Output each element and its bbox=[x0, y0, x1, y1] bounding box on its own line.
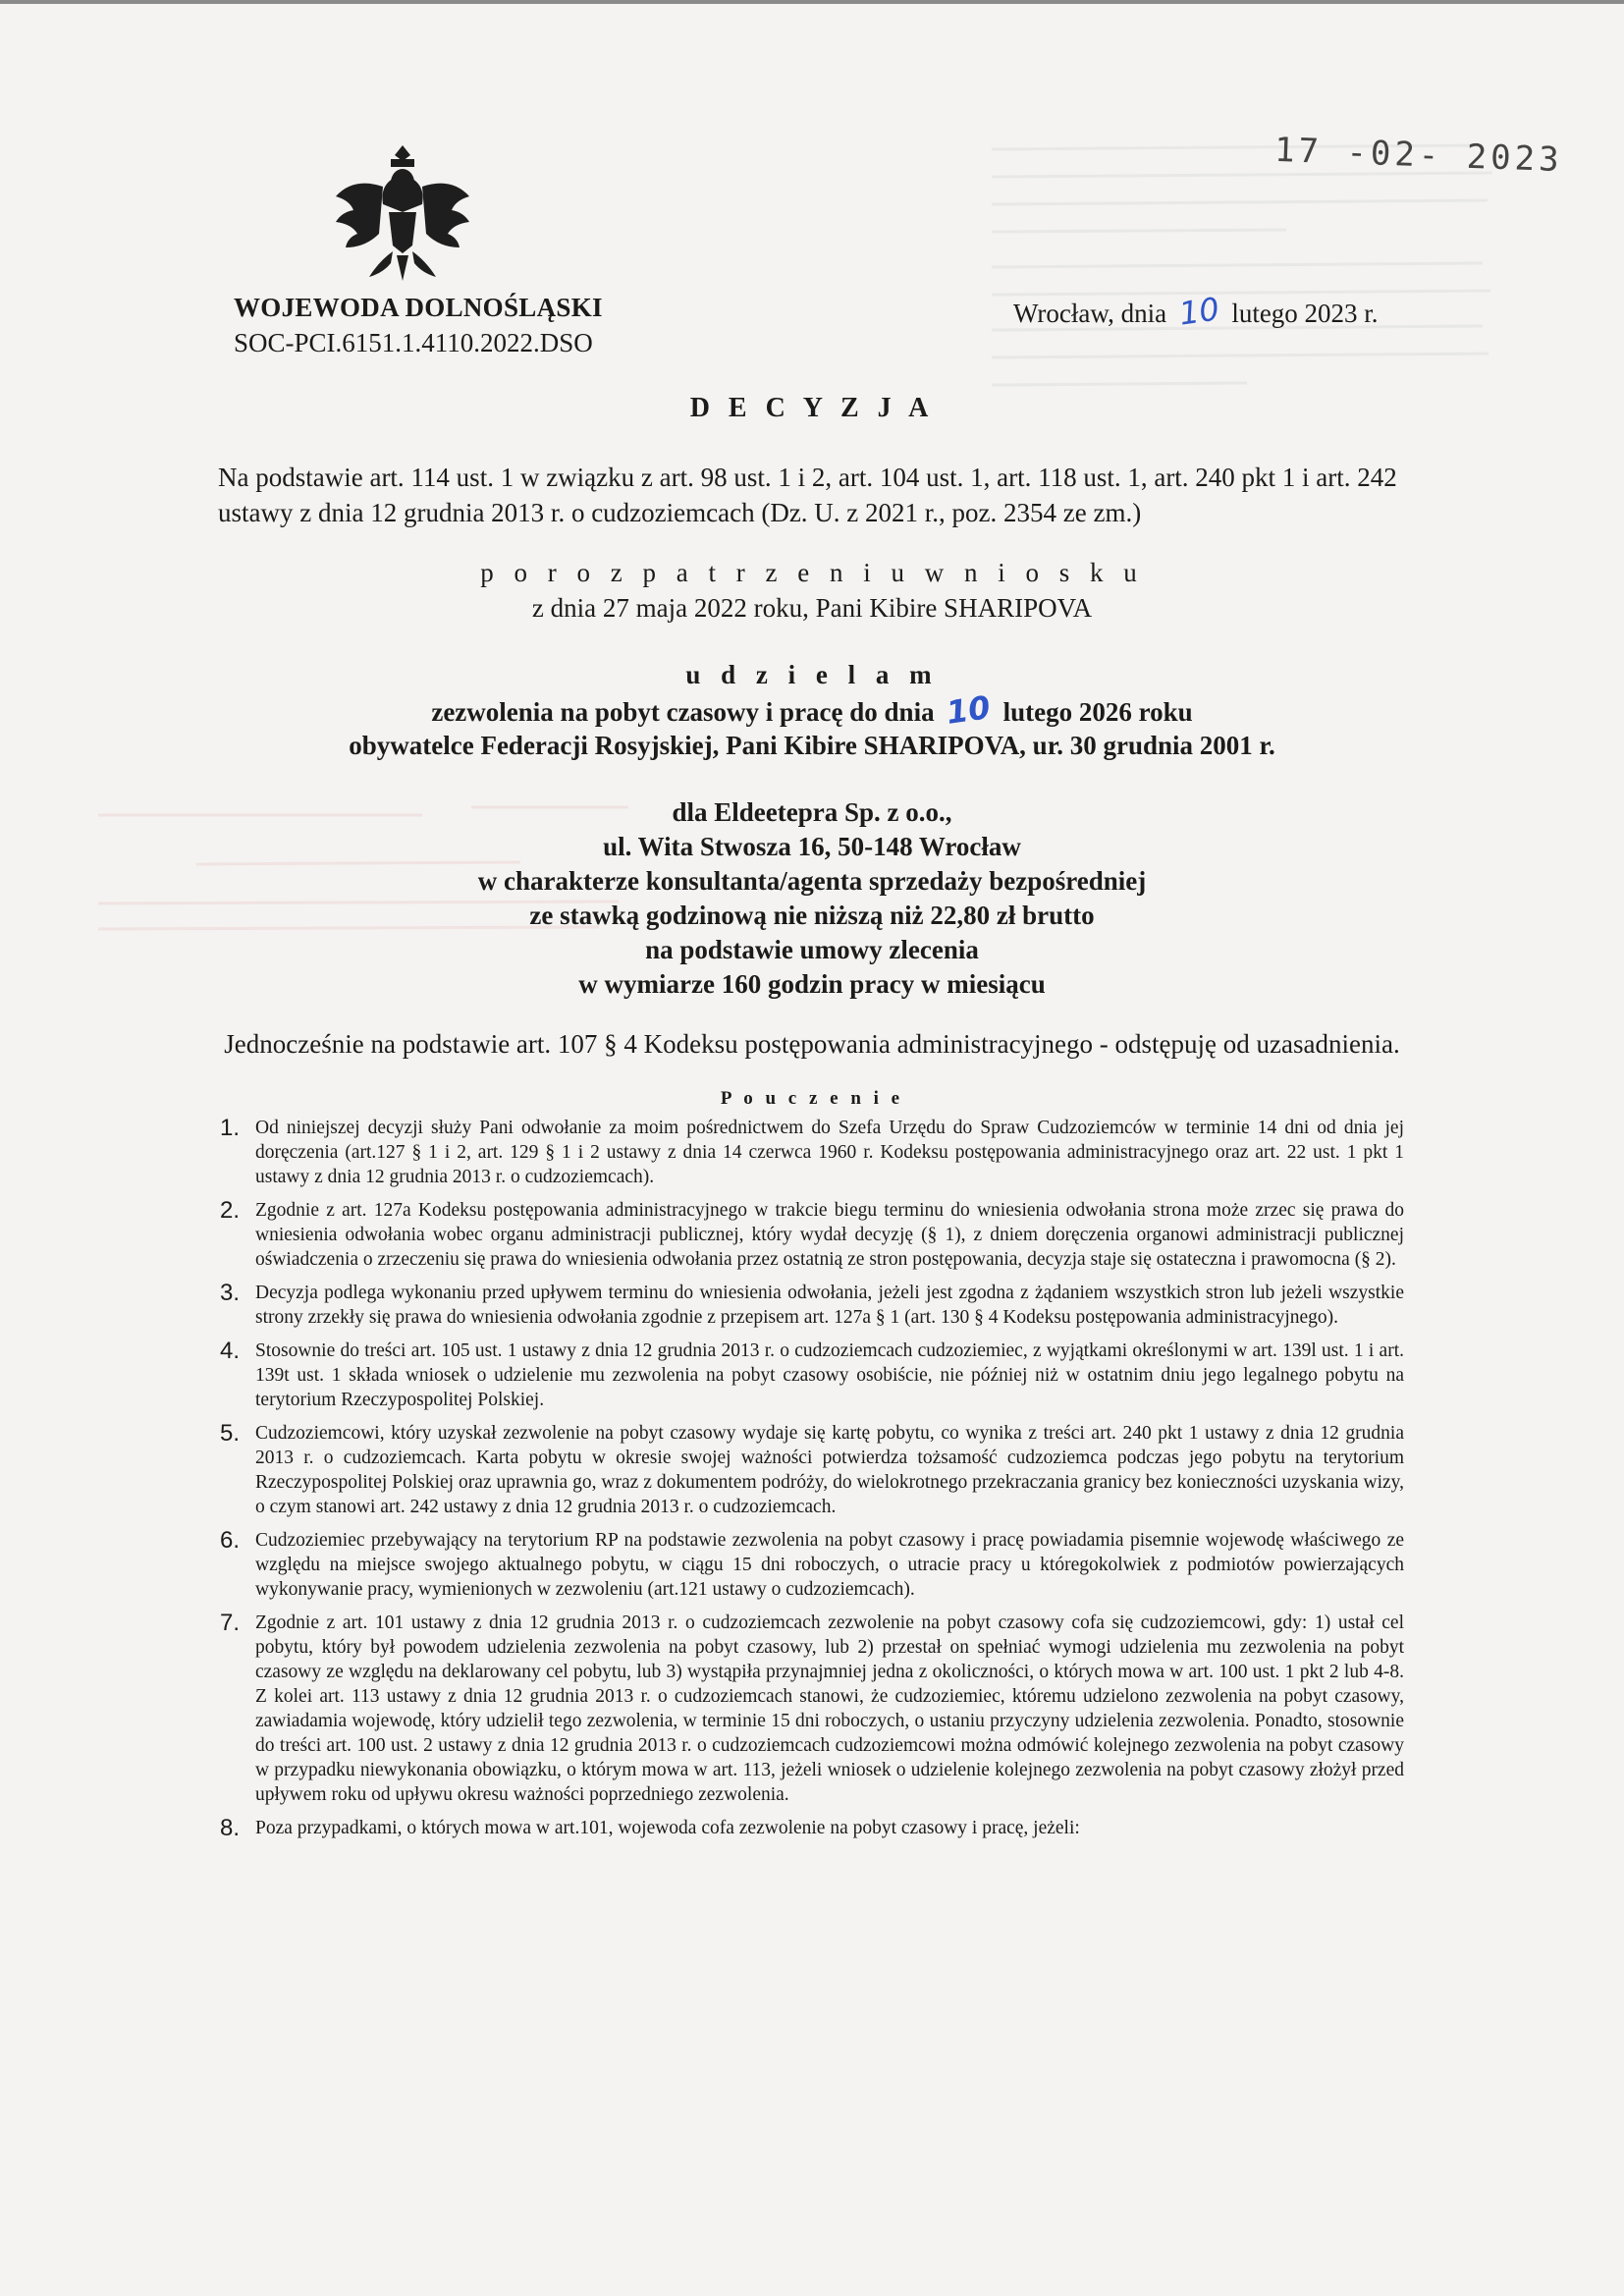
item-text: Decyzja podlega wykonaniu przed upływem terminu do wniesienia odwołania, jeżeli jest zgodna z żądaniem wszystkich stron lub jeżeli wszystkie strony zrzekły się prawa do wniesienia odwołania zgodnie z przepisem art. 127a § 1 (art. 130 § 4 Kodeksu postępowania administracyjnego). bbox=[255, 1283, 1404, 1328]
citizen-line: obywatelce Federacji Rosyjskiej, Pani Kibire SHARIPOVA, ur. 30 grudnia 2001 r. bbox=[349, 731, 1275, 760]
permit-suffix: lutego 2026 roku bbox=[1002, 697, 1193, 727]
received-date-stamp: 17 -02- 2023 bbox=[1273, 130, 1564, 181]
hours-line: w wymiarze 160 godzin pracy w miesiącu bbox=[578, 969, 1046, 999]
after-review-heading: p o r o z p a t r z e n i u w n i o s k u bbox=[480, 558, 1144, 587]
scan-edge bbox=[0, 0, 1624, 4]
handwritten-day: 10 bbox=[1176, 290, 1222, 333]
item-text: Cudzoziemiec przebywający na terytorium RP na podstawie zezwolenia na pobyt czasowy i pracę powiadamia pisemnie wojewodę właściwego ze względu na miejsce swojego aktualnego pobytu, w ciągu 15 dni roboczych, o utracie pracy u któregokolwiek z podmiotów powierzających wykonywanie pracy, wymienionych w zezwoleniu (art.121 ustawy o cudzoziemcach). bbox=[255, 1530, 1404, 1600]
eagle-emblem bbox=[324, 136, 481, 293]
list-item bbox=[219, 1197, 1404, 1272]
employer-address: ul. Wita Stwosza 16, 50-148 Wrocław bbox=[603, 832, 1021, 861]
bleed-lines bbox=[992, 137, 1502, 432]
bleed-through bbox=[992, 137, 1502, 432]
item-number: 1. bbox=[219, 1115, 240, 1141]
item-number: 6. bbox=[219, 1527, 240, 1554]
wage-line: ze stawką godzinową nie niższą niż 22,80 zł brutto bbox=[529, 901, 1095, 930]
list-item bbox=[219, 1338, 1404, 1412]
place-date-prefix: Wrocław, dnia bbox=[1013, 299, 1167, 328]
decision-title: D E C Y Z J A bbox=[689, 393, 935, 423]
item-number: 2. bbox=[219, 1197, 240, 1224]
employer-line: dla Eldeetepra Sp. z o.o., bbox=[672, 797, 952, 827]
list-item bbox=[219, 1420, 1404, 1519]
item-text: Zgodnie z art. 101 ustawy z dnia 12 grudnia 2013 r. o cudzoziemcach zezwolenie na pobyt czasowy cofa się cudzoziemcowi, gdy: 1) ustał cel pobytu, który był powodem udzielenia zezwolenia na pobyt czasowy, lub 2) przestał on spełniać wymogi udzielenia mu zezwolenia na pobyt czasowy ze względu na deklarowany cel pobytu, lub 3) wystąpiła przynajmniej jedna z okoliczności, o których mowa w art. 100 ust. 1 pkt 2 lub 4-8. Z kolei art. 113 ustawy z dnia 12 grudnia 2013 r. o cudzoziemcach stanowi, że cudzoziemiec, któremu udzielono zezwolenia na pobyt czasowy, zawiadamia wojewodę, który udzielił tego zezwolenia, w terminie 15 dni roboczych, o ustaniu przyczyny udzielenia zezwolenia. Ponadto, stosownie do treści art. 100 ust. 2 ustawy z dnia 12 grudnia 2013 r. o cudzoziemcach cudzoziemcowi można odmówić kolejnego zezwolenia na pobyt czasowy w przypadku niewykonania obowiązku, o którym mowa w art. 113, jeżeli wniosek o udzielenie kolejnego zezwolenia na pobyt czasowy złożył przed upływem roku od upływu okresu ważności poprzedniego zezwolenia. bbox=[255, 1613, 1404, 1805]
item-text: Cudzoziemcowi, który uzyskał zezwolenie na pobyt czasowy wydaje się kartę pobytu, co wynika z treści art. 240 pkt 1 ustawy z dnia 12 grudnia 2013 r. o cudzoziemcach. Karta pobytu w okresie swojej ważności potwierdza tożsamość cudzoziemca podczas jego pobytu na terytorium Rzeczypospolitej Polskiej oraz uprawnia go, wraz z dokumentem podróży, do wielokrotnego przekraczania granicy bez konieczności uzyskania wizy, o czym stanowi art. 242 ustawy z dnia 12 grudnia 2013 r. o cudzoziemcach. bbox=[255, 1423, 1404, 1517]
permit-prefix: zezwolenia na pobyt czasowy i pracę do dnia bbox=[431, 697, 935, 727]
issuing-office: WOJEWODA DOLNOŚLĄSKI bbox=[234, 293, 603, 322]
case-reference: SOC-PCI.6151.1.4110.2022.DSO bbox=[234, 328, 593, 357]
place-date-suffix: lutego 2023 r. bbox=[1231, 299, 1379, 328]
permit-handwritten-day: 10 bbox=[944, 688, 994, 732]
list-item bbox=[219, 1527, 1404, 1602]
job-role: w charakterze konsultanta/agenta sprzedaży bezpośredniej bbox=[477, 866, 1147, 896]
instruction-title: P o u c z e n i e bbox=[720, 1088, 904, 1109]
item-text: Poza przypadkami, o których mowa w art.101, wojewoda cofa zezwolenie na pobyt czasowy i pracę, jeżeli: bbox=[255, 1818, 1080, 1838]
place-and-date bbox=[1013, 290, 1379, 333]
item-number: 8. bbox=[219, 1815, 240, 1841]
item-text: Stosownie do treści art. 105 ust. 1 ustawy z dnia 12 grudnia 2013 r. o cudzoziemcach cudzoziemiec, z wyjątkami określonymi w art. 139l ust. 1 i art. 139t ust. 1 składa wniosek o udzielenie mu zezwolenia na pobyt czasowy osobiście, nie później niż w ostatnim dniu jego legalnego pobytu na terytorium Rzeczypospolitej Polskiej. bbox=[255, 1340, 1404, 1410]
permit-line bbox=[0, 688, 1624, 732]
item-text: Zgodnie z art. 127a Kodeksu postępowania administracyjnego w trakcie biegu terminu do wniesienia odwołania strona może zrzec się prawa do wniesienia odwołania wobec organu administracji publicznej, który wydał decyzję (§ 1), z dniem doręczenia organowi administracji publicznej oświadczenia o zrzeczeniu się prawa do wniesienia odwołania przez ostatnią ze stron postępowania, decyzja staje się ostateczna i prawomocna (§ 2). bbox=[255, 1200, 1404, 1270]
grant-heading: u d z i e l a m bbox=[685, 660, 939, 689]
justification-line: Jednocześnie na podstawie art. 107 § 4 Kodeksu postępowania administracyjnego - odstępuję od uzasadnienia. bbox=[224, 1029, 1400, 1059]
item-number: 5. bbox=[219, 1420, 240, 1447]
contract-line: na podstawie umowy zlecenia bbox=[645, 935, 979, 964]
instruction-list bbox=[219, 1115, 1404, 1849]
list-item bbox=[219, 1115, 1404, 1189]
list-item bbox=[219, 1280, 1404, 1330]
application-line: z dnia 27 maja 2022 roku, Pani Kibire SHARIPOVA bbox=[531, 593, 1093, 623]
item-number: 3. bbox=[219, 1280, 240, 1306]
list-item bbox=[219, 1815, 1404, 1841]
item-number: 4. bbox=[219, 1338, 240, 1364]
list-item bbox=[219, 1610, 1404, 1807]
eagle-icon bbox=[324, 136, 481, 293]
item-number: 7. bbox=[219, 1610, 240, 1636]
item-text: Od niniejszej decyzji służy Pani odwołanie za moim pośrednictwem do Szefa Urzędu do Spraw Cudzoziemców w terminie 14 dni od dnia jej doręczenia (art.127 § 1 i 2, art. 129 § 1 i 2 ustawy z dnia 14 czerwca 1960 r. Kodeksu postępowania administracyjnego oraz art. 22 ust. 1 pkt 1 ustawy z dnia 12 grudnia 2013 r. o cudzoziemcach). bbox=[255, 1118, 1404, 1187]
legal-basis: Na podstawie art. 114 ust. 1 w związku z art. 98 ust. 1 i 2, art. 104 ust. 1, art. 118 ust. 1, art. 240 pkt 1 i art. 242 ustawy z dnia 12 grudnia 2013 r. o cudzoziemcach (Dz. U. z 2021 r., poz. 2354 ze zm.) bbox=[218, 463, 1397, 527]
